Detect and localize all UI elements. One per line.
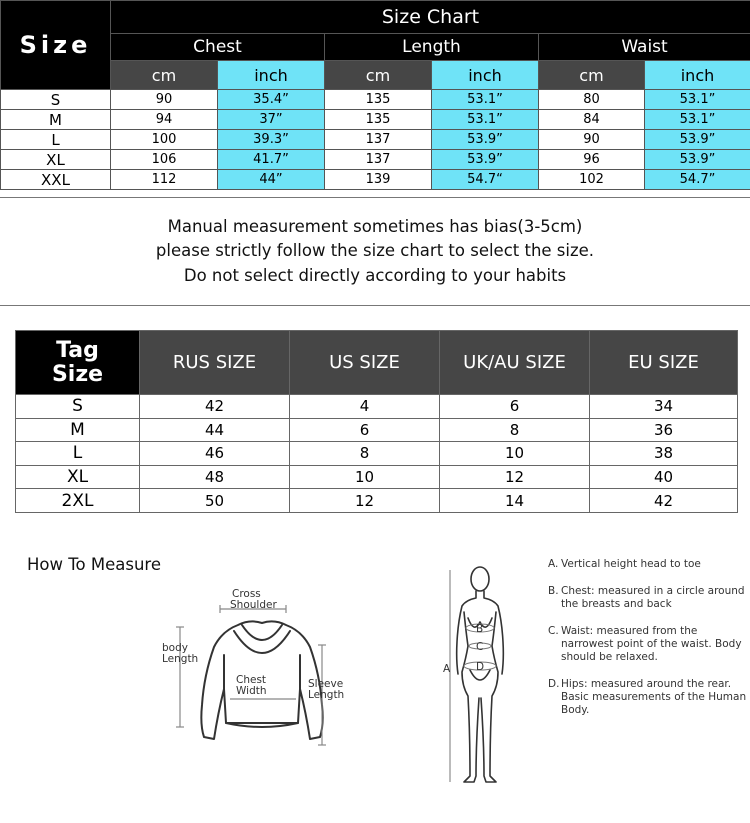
table-row xyxy=(16,489,738,513)
note-item xyxy=(548,558,748,571)
label-cross-shoulder: Shoulder xyxy=(230,599,277,611)
notice-line: Manual measurement sometimes has bias(3-5cm) xyxy=(167,216,583,236)
header-uk-au-size: UK/AU SIZE xyxy=(440,331,590,395)
table-cell: 53.9” xyxy=(645,150,750,170)
measurement-notes xyxy=(548,558,748,717)
table-cell: 53.9” xyxy=(645,130,750,150)
corner-line: Size xyxy=(51,361,104,387)
notice-line: please strictly follow the size chart to select the size. xyxy=(155,241,595,261)
table-cell: 41.7” xyxy=(218,150,325,170)
table-cell: 135 xyxy=(325,90,432,110)
label-chest-width: Width xyxy=(236,685,267,697)
table-cell: 39.3” xyxy=(218,130,325,150)
header-us-size: US SIZE xyxy=(290,331,440,395)
table-row xyxy=(1,90,750,110)
group-length: Length xyxy=(325,34,539,61)
row-size-label: M xyxy=(1,110,111,130)
note-item xyxy=(548,585,748,611)
table-cell: 53.1” xyxy=(432,90,539,110)
tag-size-table xyxy=(15,330,738,513)
table-cell: 80 xyxy=(539,90,645,110)
table-cell: 48 xyxy=(140,465,290,489)
tag-size-corner-label xyxy=(16,331,140,395)
unit-header-inch: inch xyxy=(645,61,750,90)
marker-d: D xyxy=(476,661,485,673)
table-cell: 54.7” xyxy=(645,170,750,190)
table-cell: 42 xyxy=(590,489,738,513)
note-text: Chest: measured in a circle around the breasts and back xyxy=(561,585,745,610)
marker-b: B xyxy=(476,623,484,635)
table-cell: 6 xyxy=(290,418,440,442)
table-cell: 137 xyxy=(325,130,432,150)
table-row xyxy=(1,130,750,150)
table-cell: 40 xyxy=(590,465,738,489)
label-sleeve-length: Length xyxy=(308,689,345,701)
unit-header-inch: inch xyxy=(432,61,539,90)
table-row xyxy=(16,465,738,489)
table-cell: 14 xyxy=(440,489,590,513)
unit-header-cm: cm xyxy=(111,61,218,90)
table-row xyxy=(16,442,738,466)
note-text: Hips: measured around the rear. Basic measurements of the Human Body. xyxy=(561,678,747,716)
unit-header-cm: cm xyxy=(325,61,432,90)
note-letter: A. xyxy=(548,558,559,570)
table-cell: 46 xyxy=(140,442,290,466)
label-sleeve-length: Sleeve xyxy=(308,678,344,690)
group-waist: Waist xyxy=(539,34,750,61)
table-cell: 10 xyxy=(440,442,590,466)
garment-measure-diagram xyxy=(150,585,355,760)
row-size-label: S xyxy=(1,90,111,110)
table-cell: 137 xyxy=(325,150,432,170)
row-size-label: 2XL xyxy=(16,489,140,513)
table-row xyxy=(16,418,738,442)
table-cell: 34 xyxy=(590,395,738,419)
row-size-label: XXL xyxy=(1,170,111,190)
table-cell: 8 xyxy=(290,442,440,466)
table-cell: 53.1” xyxy=(645,110,750,130)
note-item xyxy=(548,625,748,664)
table-cell: 84 xyxy=(539,110,645,130)
body-measure-diagram xyxy=(440,562,520,794)
human-figure-icon xyxy=(457,567,504,782)
table-cell: 100 xyxy=(111,130,218,150)
row-size-label: M xyxy=(16,418,140,442)
table-cell: 4 xyxy=(290,395,440,419)
header-rus-size: RUS SIZE xyxy=(140,331,290,395)
measurement-notice xyxy=(0,197,750,306)
header-eu-size: EU SIZE xyxy=(590,331,738,395)
table-cell: 36 xyxy=(590,418,738,442)
table-row xyxy=(1,110,750,130)
label-body-length: Length xyxy=(162,653,199,665)
table-cell: 44 xyxy=(140,418,290,442)
note-text: Vertical height head to toe xyxy=(561,558,701,570)
label-cross-shoulder: Cross xyxy=(232,588,261,600)
corner-line: Tag xyxy=(56,337,99,363)
table-row xyxy=(1,170,750,190)
note-letter: C. xyxy=(548,625,559,637)
table-cell: 106 xyxy=(111,150,218,170)
table-cell: 102 xyxy=(539,170,645,190)
unit-header-cm: cm xyxy=(539,61,645,90)
size-chart-title: Size Chart xyxy=(111,1,750,34)
table-cell: 35.4” xyxy=(218,90,325,110)
marker-c: C xyxy=(476,641,484,653)
row-size-label: S xyxy=(16,395,140,419)
table-cell: 53.1” xyxy=(645,90,750,110)
table-cell: 53.1” xyxy=(432,110,539,130)
table-row xyxy=(1,150,750,170)
table-cell: 135 xyxy=(325,110,432,130)
table-cell: 10 xyxy=(290,465,440,489)
row-size-label: XL xyxy=(16,465,140,489)
table-cell: 96 xyxy=(539,150,645,170)
table-cell: 38 xyxy=(590,442,738,466)
table-cell: 8 xyxy=(440,418,590,442)
table-cell: 42 xyxy=(140,395,290,419)
table-cell: 53.9” xyxy=(432,130,539,150)
notice-line: Do not select directly according to your habits xyxy=(183,265,567,285)
row-size-label: L xyxy=(16,442,140,466)
row-size-label: L xyxy=(1,130,111,150)
label-body-length: body xyxy=(162,642,188,654)
note-item xyxy=(548,678,748,717)
table-cell: 112 xyxy=(111,170,218,190)
group-chest: Chest xyxy=(111,34,325,61)
table-cell: 94 xyxy=(111,110,218,130)
table-cell: 44” xyxy=(218,170,325,190)
size-chart-corner-label: Size xyxy=(1,1,111,90)
table-cell: 90 xyxy=(111,90,218,110)
size-chart-table xyxy=(0,0,750,190)
table-cell: 12 xyxy=(440,465,590,489)
note-letter: B. xyxy=(548,585,559,597)
row-size-label: XL xyxy=(1,150,111,170)
table-cell: 90 xyxy=(539,130,645,150)
table-row xyxy=(16,395,738,419)
note-letter: D. xyxy=(548,678,560,690)
table-cell: 12 xyxy=(290,489,440,513)
marker-a: A xyxy=(443,663,451,675)
table-cell: 50 xyxy=(140,489,290,513)
unit-header-inch: inch xyxy=(218,61,325,90)
table-cell: 139 xyxy=(325,170,432,190)
note-text: Waist: measured from the narrowest point of the waist. Body should be relaxed. xyxy=(561,625,742,663)
how-to-measure-title: How To Measure xyxy=(27,555,161,574)
label-chest-width: Chest xyxy=(236,674,267,686)
table-cell: 6 xyxy=(440,395,590,419)
table-cell: 54.7“ xyxy=(432,170,539,190)
table-cell: 37” xyxy=(218,110,325,130)
table-cell: 53.9” xyxy=(432,150,539,170)
